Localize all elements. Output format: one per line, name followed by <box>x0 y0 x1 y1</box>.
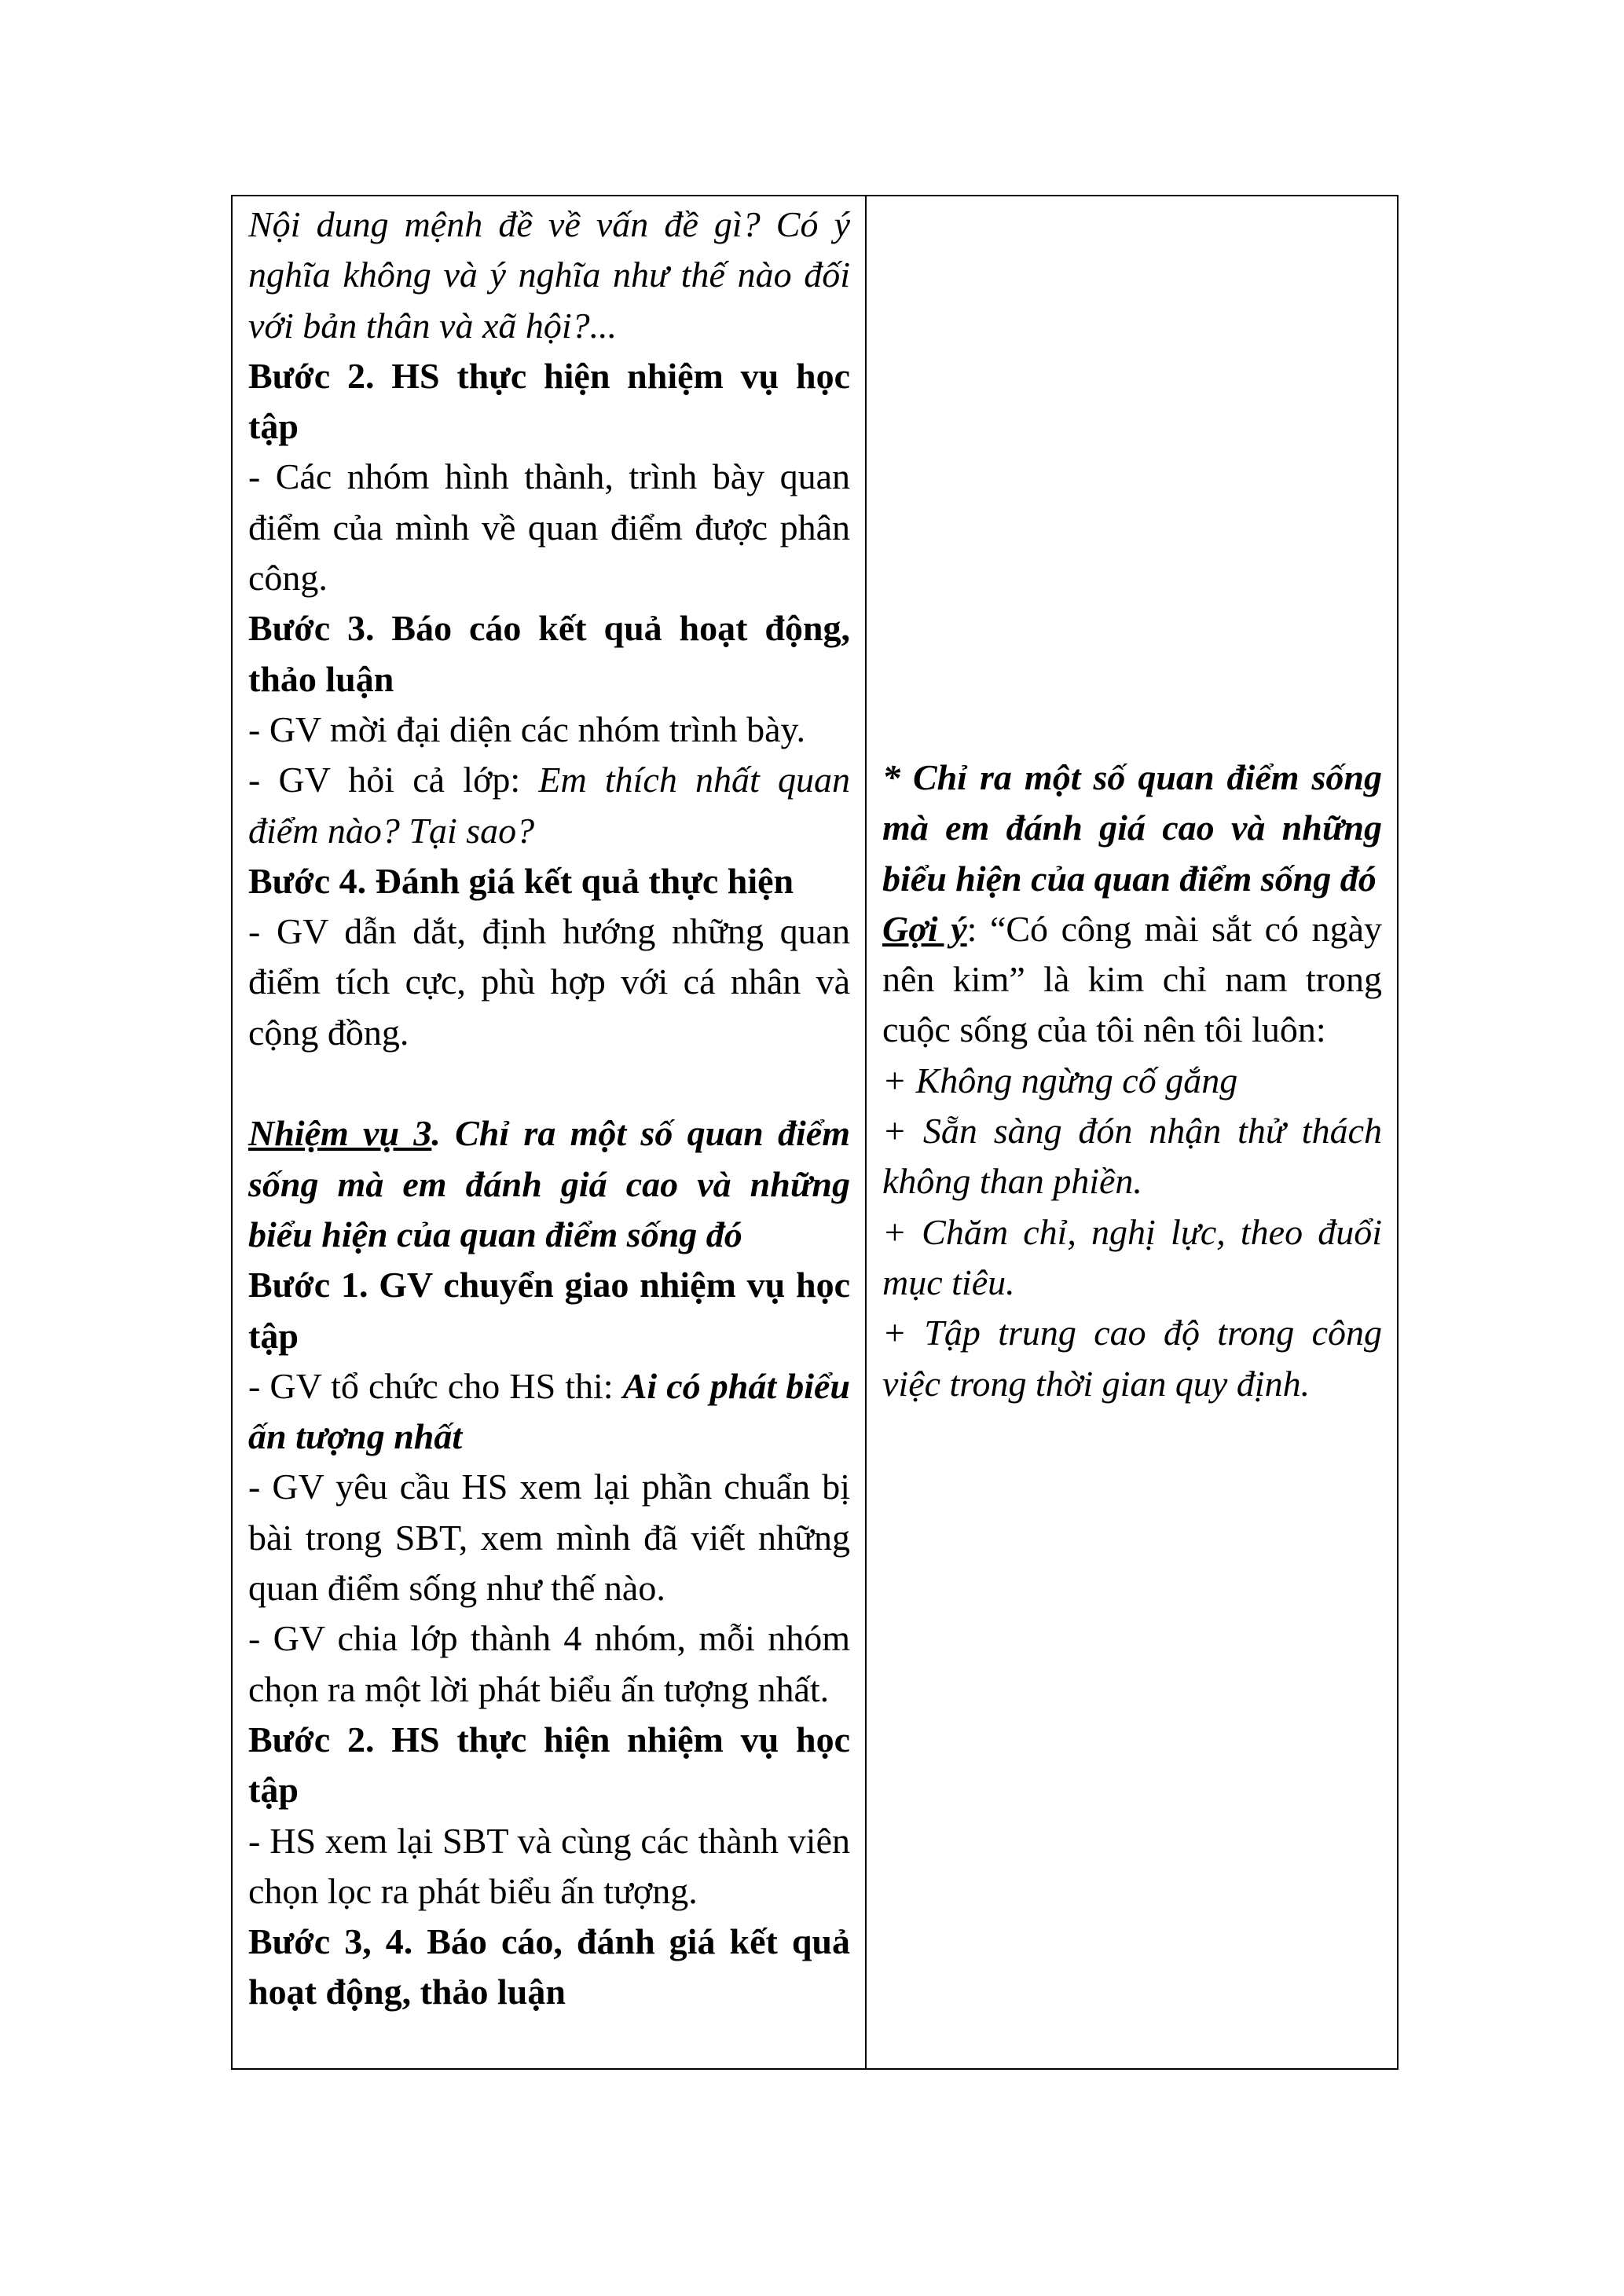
step-item <box>248 755 850 856</box>
step-item: - Các nhóm hình thành, trình bày quan điểm của mình về quan điểm được phân công. <box>248 456 850 599</box>
products-column <box>867 196 1397 2068</box>
class-question: Em thích nhất quan điểm nào? Tại sao? <box>248 760 850 851</box>
task-label: Nhiệm vụ 3 <box>248 1113 432 1154</box>
step-item: - GV mời đại diện các nhóm trình bày. <box>248 709 806 749</box>
step-item: - GV dẫn dắt, định hướng những quan điểm tích cực, phù hợp với cá nhân và cộng đồng. <box>248 911 850 1053</box>
step-item: - HS xem lại SBT và cùng các thành viên chọn lọc ra phát biểu ấn tượng. <box>248 1820 850 1911</box>
intro-question: Nội dung mệnh đề về vấn đề gì? Có ý nghĩa không và ý nghĩa như thế nào đối với bản thân và xã hội?... <box>248 204 850 346</box>
step-item-prefix: - GV tổ chức cho HS thi: <box>248 1365 623 1406</box>
activities-column <box>233 196 867 2068</box>
product-heading: * Chỉ ra một số quan điểm sống mà em đánh giá cao và những biểu hiện của quan điểm sống đó <box>882 757 1382 899</box>
step-heading: Bước 4. Đánh giá kết quả thực hiện <box>248 860 794 901</box>
step-item: - GV chia lớp thành 4 nhóm, mỗi nhóm chọn ra một lời phát biểu ấn tượng nhất. <box>248 1618 850 1709</box>
task-title <box>248 1108 850 1260</box>
step-item-prefix: - GV hỏi cả lớp: <box>248 760 539 800</box>
step-heading: Bước 2. HS thực hiện nhiệm vụ học tập <box>248 1719 850 1811</box>
step-item: - GV yêu cầu HS xem lại phần chuẩn bị bài trong SBT, xem mình đã viết những quan điểm sống như thế nào. <box>248 1467 850 1609</box>
step-heading: Bước 1. GV chuyển giao nhiệm vụ học tập <box>248 1265 850 1356</box>
spacer <box>248 1058 850 1108</box>
hint-label: Gợi ý <box>882 908 967 949</box>
bullet-item: + Chăm chỉ, nghị lực, theo đuổi mục tiêu. <box>882 1211 1382 1302</box>
hint-text: : “Có công mài sắt có ngày nên kim” là kim chỉ nam trong cuộc sống của tôi nên tôi luôn: <box>882 908 1382 1050</box>
lesson-table <box>231 195 1399 2070</box>
contest-name: Ai có phát biểu ấn tượng nhất <box>248 1365 850 1457</box>
bullet-item: + Tập trung cao độ trong công việc trong thời gian quy định. <box>882 1313 1382 1404</box>
hint-paragraph <box>882 904 1382 1056</box>
step-heading: Bước 2. HS thực hiện nhiệm vụ học tập <box>248 355 850 447</box>
task-separator: . <box>431 1113 456 1154</box>
bullet-item: + Không ngừng cố gắng <box>882 1060 1238 1100</box>
step-heading: Bước 3. Báo cáo kết quả hoạt động, thảo luận <box>248 608 850 699</box>
bullet-item: + Sẵn sàng đón nhận thử thách không than phiền. <box>882 1111 1382 1202</box>
task-title-text: Chỉ ra một số quan điểm sống mà em đánh giá cao và những biểu hiện của quan điểm sống đó <box>248 1113 851 1254</box>
expected-product <box>882 753 1382 1409</box>
step-item <box>248 1361 850 1463</box>
step-heading: Bước 3, 4. Báo cáo, đánh giá kết quả hoạt động, thảo luận <box>248 1921 850 2012</box>
